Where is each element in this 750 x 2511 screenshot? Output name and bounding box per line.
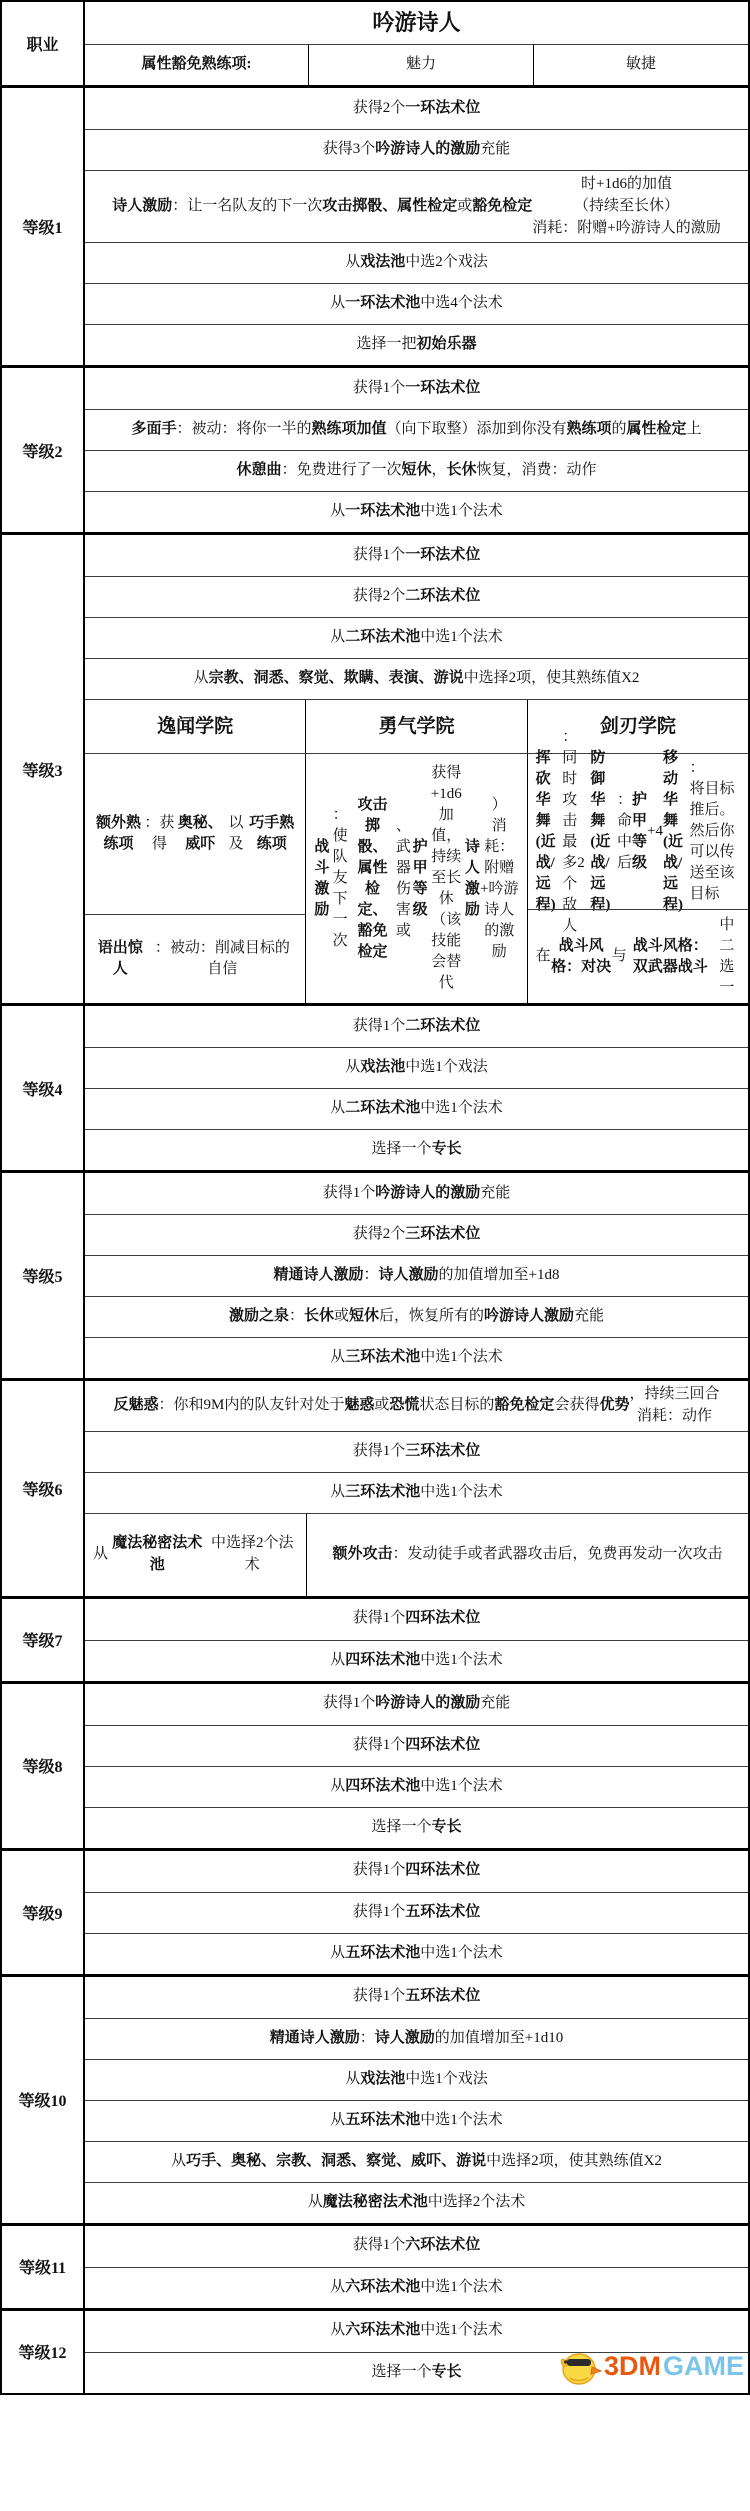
feature-row: 从 六环法术池 中选1个法术 [85,2267,748,2308]
feature-row: 从 二环法术池 中选1个法术 [85,1088,748,1129]
level-band-10 [2,1974,748,2223]
feature-row: 选择一个 专长 [85,1807,748,1848]
feature-row: 从 巧手、奥秘、宗教、洞悉、察觉、威吓、游说 中选择2项，使其熟练值X2 [85,2141,748,2182]
feature-row: 精通诗人激励 ： 诗人激励 的加值增加至+1d10 [85,2018,748,2059]
feature-row: 从 四环法术池 中选1个法术 [85,1766,748,1807]
feature-row: 从 戏法池 中选1个戏法 [85,1047,748,1088]
level-label: 等级5 [2,1173,85,1378]
level-label: 等级2 [2,368,85,532]
level-band-6 [2,1378,748,1596]
feature-row: 获得1个 吟游诗人的激励 充能 [322,1184,511,1201]
level-label: 等级12 [2,2311,85,2393]
college-header-swords: 剑刃学院 [527,700,748,753]
level-band-11 [2,2223,748,2308]
level-band-3 [2,532,748,1003]
level-label: 等级10 [2,1977,85,2223]
feature-row: 从 魔法秘密法术池 中选择2个法术 [85,2182,748,2223]
feature-row: 获得2个 一环法术位 [352,99,481,116]
feature-row: 从 一环法术池 中选1个法术 [85,491,748,532]
feature-row: 从 五环法术池 中选1个法术 [85,1933,748,1974]
feature-row: 获得1个 五环法术位 [352,1988,481,2005]
college-header-valor: 勇气学院 [305,700,526,753]
feature-row: 获得2个 二环法术位 [85,576,748,617]
level-label: 等级9 [2,1851,85,1974]
feature-cell: 挥砍华舞(近战/远程) ： 同时攻击最多2个敌人 防御华舞(近战/远程) ： 命中后 护甲等级 +4 移动华舞(近战/远程) ： 将目标推后。然后你可以传送至该目标 [535,728,735,934]
feature-row: 选择一个 专长 [85,1129,748,1170]
level-label: 等级11 [2,2226,85,2308]
level-band-8 [2,1681,748,1848]
class-label-cell [2,2,85,85]
feature-row: 从 三环法术池 中选1个法术 [85,1472,748,1513]
feature-row: 获得1个 一环法术位 [352,546,481,563]
feature-row: 获得1个 一环法术位 [352,379,481,396]
header-band [2,2,748,85]
feature-row: 选择一个 专长 [85,2352,748,2393]
feature-row: 选择一把 初始乐器 [85,324,748,365]
college-header-row [85,699,748,753]
feature-row: 获得1个 四环法术位 [352,1862,481,1879]
class-label: 职业 [26,37,59,54]
feature-row: 激励之泉 ： 长休 或 短休 后，恢复所有的 吟游诗人激励 充能 [85,1296,748,1337]
feature-row: 获得3个 吟游诗人的激励 充能 [85,129,748,170]
saving-throw-charisma: 魅力 [308,45,533,85]
feature-row: 从 三环法术池 中选1个法术 [85,1337,748,1378]
page-title: 吟游诗人 [372,10,461,36]
feature-cell: 额外熟练项 ：获得 奥秘、威吓 以及 巧手熟练项 [96,815,295,853]
college-swords-column [527,728,748,1003]
feature-row: 从 戏法池 中选1个戏法 [85,2059,748,2100]
feature-row: 从 戏法池 中选2个戏法 [85,242,748,283]
college-lore-column [85,754,305,1003]
saving-throw-dexterity: 敏捷 [533,45,748,85]
feature-cell: 在 战斗风格：对决 与 战斗风格：双武器战斗 中 二选一 [528,909,748,1003]
feature-row: 获得1个 四环法术位 [352,1610,481,1627]
feature-row: 精通诗人激励 ： 诗人激励 的加值增加至+1d8 [85,1255,748,1296]
saving-throw-label: 属性豁免熟练项: [141,56,252,73]
feature-row: 从 六环法术池 中选1个法术 [330,2322,503,2339]
feature-row: 获得1个 四环法术位 [85,1725,748,1766]
feature-row: 获得1个 吟游诗人的激励 充能 [322,1695,511,1712]
feature-row: 反魅惑 ：你和9M内的队友针对处于 魅惑 或 恐慌 状态目标的 豁免检定 会获得 优势 ，持续三回合 消耗：动作 [113,1386,720,1424]
level-band-7 [2,1596,748,1681]
saving-throw-row [85,44,748,85]
feature-row: 从 二环法术池 中选1个法术 [85,617,748,658]
feature-split-row [85,1513,748,1596]
level-band-9 [2,1848,748,1974]
college-valor-column [305,754,526,1003]
feature-row: 获得1个 二环法术位 [352,1017,481,1034]
level-label: 等级1 [2,88,85,365]
level-label: 等级7 [2,1599,85,1681]
level-label: 等级4 [2,1006,85,1170]
feature-cell: 战斗激励 ：使队友下一次 攻击掷骰、属性检定、豁免检定 、武器伤害或 护甲等级 获得+1d6加值，持续至长休 （该技能会替代 诗人激励 ） 消耗：附赠+吟游诗人的激励 [314,765,519,992]
feature-row: 获得1个 三环法术位 [85,1431,748,1472]
brand-text-3dm: 3DM [603,2351,661,2382]
brand-text-game: GAME [663,2351,744,2382]
college-body-row [85,728,748,1003]
feature-row: 获得2个 三环法术位 [85,1214,748,1255]
feature-row: 从 四环法术池 中选1个法术 [85,1640,748,1681]
chick-mascot-icon [558,2347,602,2387]
level-band-1 [2,85,748,365]
feature-cell: 额外攻击 ：发动徒手或者武器攻击后，免费再发动一次攻击 [332,1545,723,1562]
feature-row: 获得1个 六环法术位 [352,2237,481,2254]
feature-row: 多面手 ：被动：将你一半的 熟练项加值 （向下取整）添加到你没有 熟练项 的 属性检定 上 [85,409,748,450]
feature-row: 从 一环法术池 中选4个法术 [85,283,748,324]
level-label: 等级3 [2,535,85,1003]
feature-row: 从 宗教、洞悉、察觉、欺瞒、表演、游说 中选择2项，使其熟练值X2 [85,658,748,699]
feature-row: 诗人激励 ：让一名队友的下一次 攻击掷骰、属性检定 或 豁免检定 时+1d6的加值 （持续至长休） 消耗：附赠+吟游诗人的激励 [85,170,748,242]
feature-cell: 从 魔法秘密法术池 中选择2个法术 [85,1514,307,1596]
feature-row: 获得1个 五环法术位 [85,1892,748,1933]
level-label: 等级8 [2,1684,85,1848]
feature-row: 休憩曲 ：免费进行了一次 短休 ， 长休 恢复，消费：动作 [85,450,748,491]
level-band-4 [2,1003,748,1170]
feature-row: 从 五环法术池 中选1个法术 [85,2100,748,2141]
brand-watermark [558,2347,744,2387]
level-band-2 [2,365,748,532]
level-band-5 [2,1170,748,1378]
level-label: 等级6 [2,1381,85,1596]
feature-cell: 语出惊人 ：被动：削减目标的自信 [85,914,305,1003]
college-header-lore: 逸闻学院 [157,715,234,737]
